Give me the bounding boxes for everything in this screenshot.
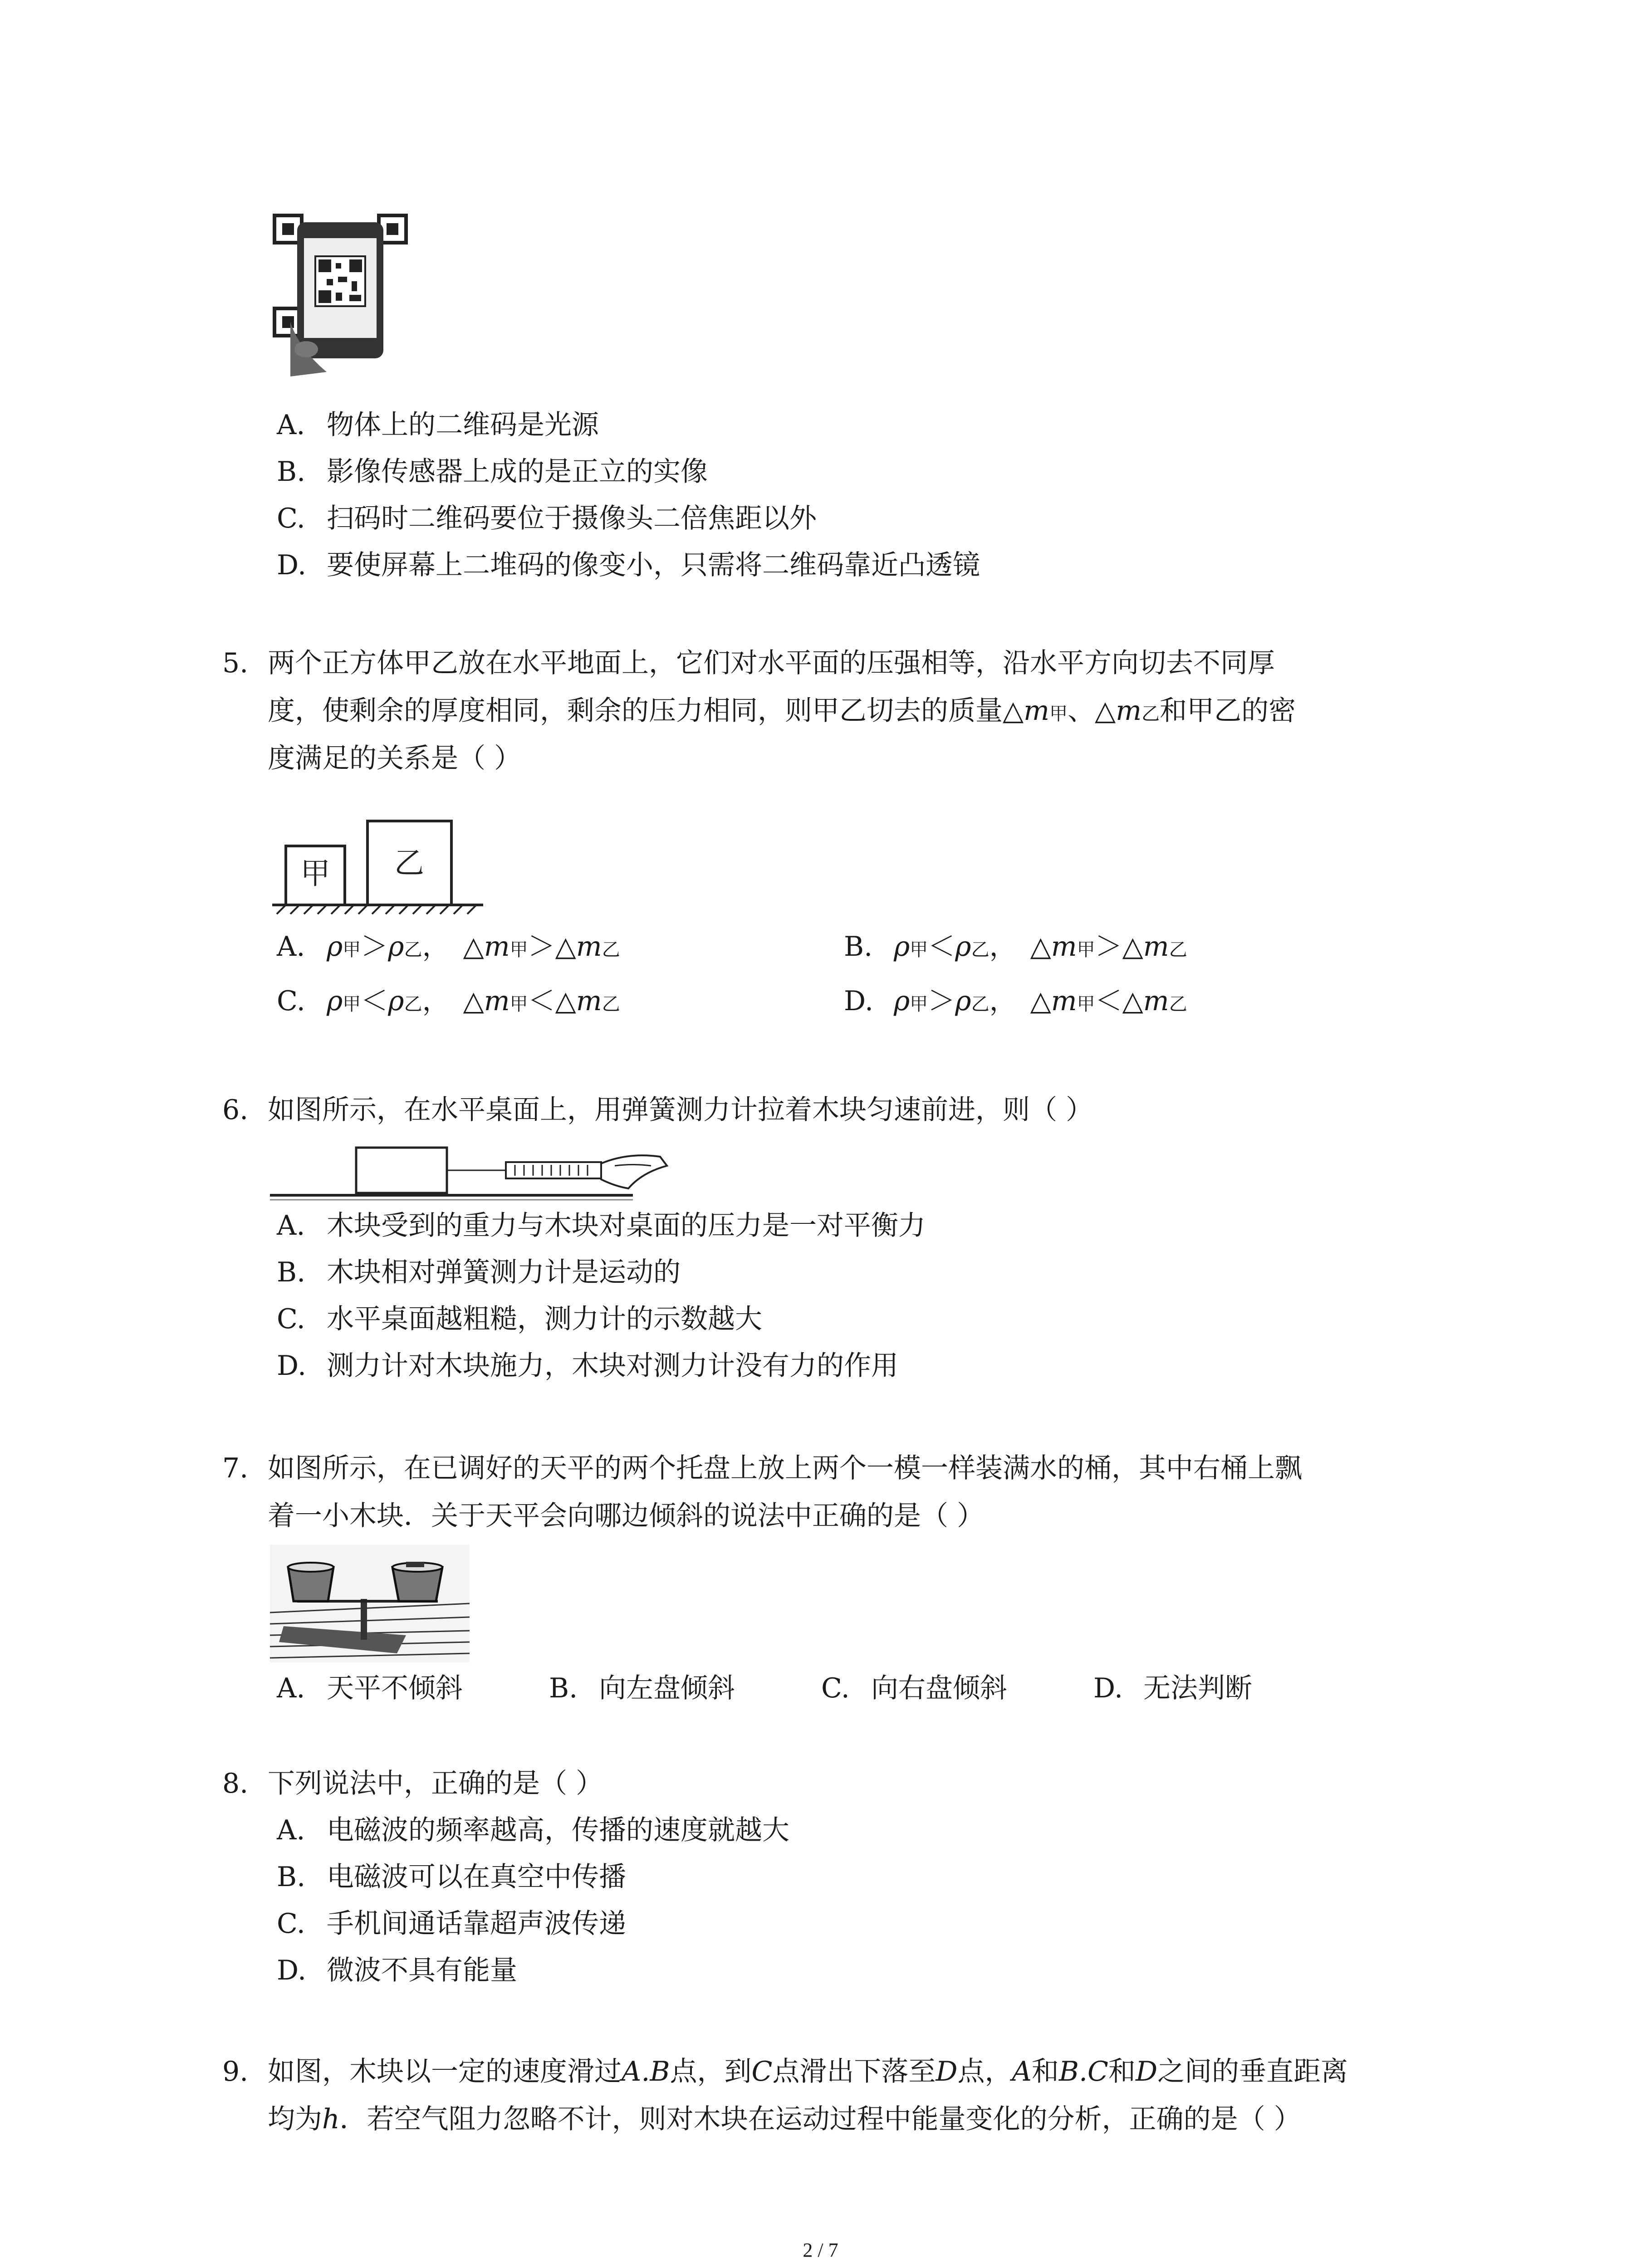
q5-option-d: D. ρ甲＞ρ乙， △m甲＜△m乙: [844, 985, 1187, 1017]
q5-stem-line-1: 5. 两个正方体甲乙放在水平地面上，它们对水平面的压强相等，沿水平方向切去不同厚: [222, 646, 1275, 680]
q6-option-d: D. 测力计对木块施力，木块对测力计没有力的作用: [277, 1350, 898, 1382]
q7-number: 7.: [222, 1452, 249, 1484]
q7-option-d: D. 无法判断: [1093, 1672, 1252, 1704]
q9-stem-line-1: 9. 如图，木块以一定的速度滑过A.B点，到C点滑出下落至D点，A和B.C和D之间的垂直距离: [222, 2055, 1348, 2089]
q9-stem-line-2: 均为h．若空气阻力忽略不计，则对木块在运动过程中能量变化的分析，正确的是（ ）: [268, 2103, 1301, 2135]
q6-option-a: A. 木块受到的重力与木块对桌面的压力是一对平衡力: [277, 1210, 926, 1242]
q8-option-d: D. 微波不具有能量: [277, 1955, 517, 1986]
qr-scan-figure: [272, 213, 408, 376]
q6-stem: 6. 如图所示，在水平桌面上，用弹簧测力计拉着木块匀速前进，则（ ）: [222, 1093, 1093, 1127]
q6-option-b: B. 木块相对弹簧测力计是运动的: [277, 1256, 681, 1288]
q7-option-c: C. 向右盘倾斜: [821, 1672, 1007, 1704]
q7-option-a: A. 天平不倾斜: [277, 1672, 463, 1704]
q5-option-a: A. ρ甲＞ρ乙， △m甲＞△m乙: [277, 931, 620, 963]
q5-option-b: B. ρ甲＜ρ乙， △m甲＞△m乙: [844, 931, 1187, 963]
q7-balance-figure: [270, 1545, 470, 1662]
q6-option-c: C. 水平桌面越粗糙，测力计的示数越大: [277, 1303, 762, 1335]
q5-cube-label-jia: 甲: [300, 856, 330, 891]
q8-option-b: B. 电磁波可以在真空中传播: [277, 1861, 626, 1893]
q4-option-a: A. 物体上的二维码是光源: [277, 409, 599, 441]
q5-cubes-figure: [272, 812, 485, 916]
q6-number: 6.: [222, 1094, 249, 1126]
q8-option-c: C. 手机间通话靠超声波传递: [277, 1908, 626, 1940]
q7-stem-line-1: 7. 如图所示，在已调好的天平的两个托盘上放上两个一模一样装满水的桶，其中右桶上飘: [222, 1452, 1302, 1486]
q4-option-d: D. 要使屏幕上二堆码的像变小，只需将二维码靠近凸透镜: [277, 549, 980, 581]
q8-number: 8.: [222, 1768, 249, 1799]
q6-spring-scale-figure: [270, 1139, 669, 1202]
q9-number: 9.: [222, 2056, 249, 2087]
q5-stem-line-3: 度满足的关系是（ ）: [268, 743, 522, 774]
q4-option-c: C. 扫码时二维码要位于摄像头二倍焦距以外: [277, 503, 817, 534]
q7-option-b: B. 向左盘倾斜: [549, 1672, 735, 1704]
q5-cube-label-yi: 乙: [394, 846, 424, 880]
q5-option-c: C. ρ甲＜ρ乙， △m甲＜△m乙: [277, 985, 620, 1017]
page-number: 2 / 7: [803, 2239, 838, 2261]
q5-number: 5.: [222, 647, 249, 679]
q8-stem: 8. 下列说法中，正确的是（ ）: [222, 1767, 603, 1801]
q5-stem-line-2: 度，使剩余的厚度相同，剩余的压力相同，则甲乙切去的质量△m甲、△m乙和甲乙的密: [268, 695, 1296, 727]
q7-stem-line-2: 着一小木块．关于天平会向哪边倾斜的说法中正确的是（ ）: [268, 1500, 985, 1532]
q4-option-b: B. 影像传感器上成的是正立的实像: [277, 456, 708, 488]
q8-option-a: A. 电磁波的频率越高，传播的速度就越大: [277, 1814, 789, 1846]
